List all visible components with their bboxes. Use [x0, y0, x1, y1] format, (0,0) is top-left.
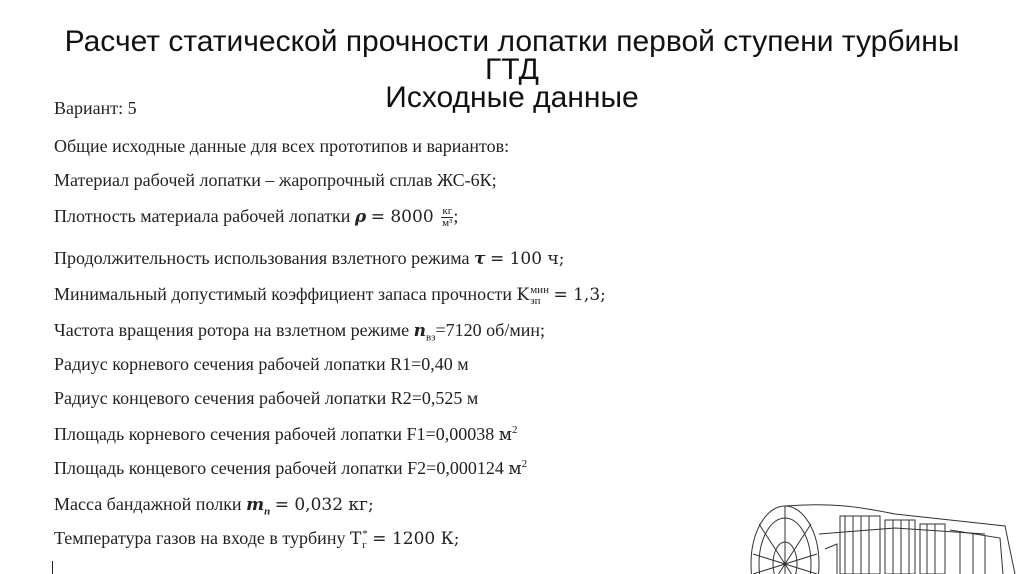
- rotation-label: Частота вращения ротора на взлетном режиме: [54, 320, 410, 340]
- safety-sub: зп: [530, 294, 541, 307]
- mass-label: Масса бандажной полки: [54, 494, 242, 514]
- density-unit-den: м³: [442, 217, 453, 230]
- title-line-1: Расчет статической прочности лопатки первой ступени турбины: [64, 25, 960, 58]
- duration-label: Продолжительность использования взлетного режима: [54, 248, 470, 268]
- f2-pow: 2: [521, 458, 528, 470]
- r1-line: Радиус корневого сечения рабочей лопатки R1=0,40 м: [54, 354, 469, 374]
- r2-line: Радиус концевого сечения рабочей лопатки R2=0,525 м: [54, 388, 479, 408]
- mass-sub: п: [264, 505, 271, 518]
- safety-line: [54, 284, 606, 307]
- temp-sub: г: [362, 538, 367, 551]
- f1-line: [54, 424, 517, 445]
- mass-line: [54, 494, 374, 518]
- rotation-line: [54, 320, 545, 344]
- general-line: Общие исходные данные для всех прототипов и вариантов:: [54, 136, 510, 156]
- temp-value: = 1200 К;: [372, 529, 460, 549]
- density-unit: [441, 206, 453, 229]
- density-symbol: ρ: [354, 207, 367, 227]
- material-line: Материал рабочей лопатки – жаропрочный сплав ЖС-6К;: [54, 170, 497, 190]
- temp-indices: [362, 529, 368, 551]
- rotation-value: =7120 об/мин;: [435, 320, 545, 340]
- f1-pow: 2: [511, 424, 518, 436]
- density-unit-num: кг: [442, 205, 453, 218]
- density-label: Плотность материала рабочей лопатки: [54, 206, 351, 226]
- f2-line: [54, 458, 527, 479]
- mass-value: = 0,032 кг;: [274, 495, 374, 515]
- f2-unit: м: [508, 459, 522, 479]
- safety-label: Минимальный допустимый коэффициент запаса прочности: [54, 284, 513, 304]
- temp-sup: *: [362, 527, 368, 540]
- mass-symbol: m: [246, 495, 265, 515]
- duration-line: [54, 248, 564, 269]
- title-line-3: Исходные данные: [385, 81, 639, 114]
- safety-value: = 1,3;: [553, 285, 606, 305]
- f1-label: Площадь корневого сечения рабочей лопатки F1=0,00038: [54, 424, 495, 444]
- density-value: = 8000: [370, 207, 434, 227]
- temp-line: [54, 528, 460, 551]
- variant-line: Вариант: 5: [54, 98, 137, 118]
- density-end: ;: [453, 206, 459, 226]
- temp-symbol: T: [349, 529, 362, 549]
- rotation-sub: вз: [425, 331, 436, 344]
- f2-label: Площадь концевого сечения рабочей лопатки F2=0,000124: [54, 458, 504, 478]
- slide-title: [0, 25, 1024, 114]
- f1-unit: м: [498, 425, 512, 445]
- density-line: [54, 206, 458, 229]
- title-line-2: ГТД: [485, 53, 539, 86]
- safety-symbol: K: [516, 285, 530, 305]
- text-cursor: [52, 561, 53, 574]
- duration-symbol: τ: [474, 249, 486, 269]
- safety-indices: [530, 285, 549, 307]
- safety-sup: мин: [530, 283, 549, 296]
- temp-label: Температура газов на входе в турбину: [54, 528, 346, 548]
- turbine-engine-drawing-icon: [745, 494, 1024, 574]
- rotation-symbol: n: [413, 321, 426, 341]
- duration-value: = 100 ч;: [489, 249, 565, 269]
